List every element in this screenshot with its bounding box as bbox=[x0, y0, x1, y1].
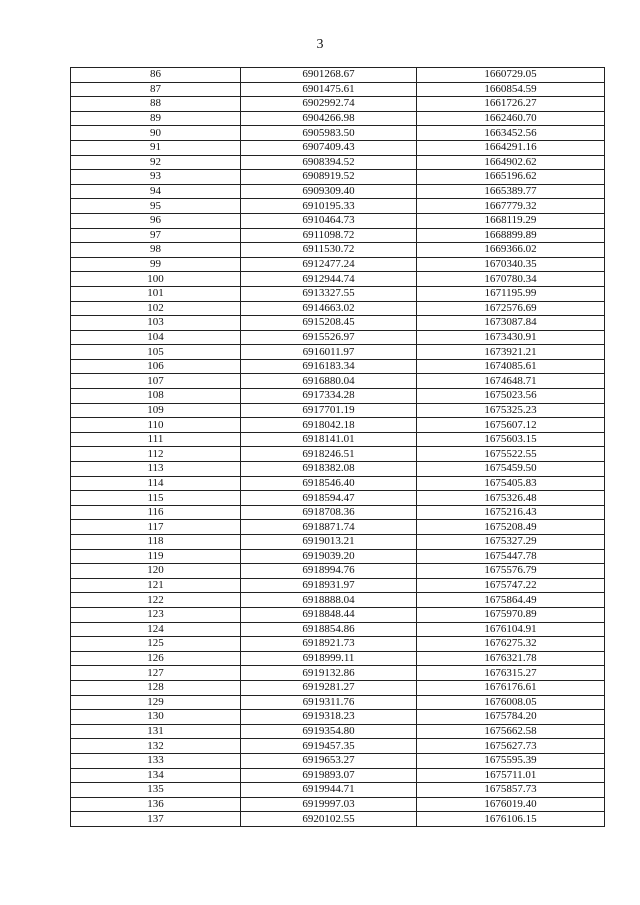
y-coordinate-cell: 1675405.83 bbox=[417, 476, 605, 491]
point-number-cell: 97 bbox=[71, 228, 241, 243]
y-coordinate-cell: 1670340.35 bbox=[417, 257, 605, 272]
y-coordinate-cell: 1668119.29 bbox=[417, 213, 605, 228]
x-coordinate-cell: 6918888.04 bbox=[241, 593, 417, 608]
x-coordinate-cell: 6910464.73 bbox=[241, 213, 417, 228]
table-row bbox=[71, 695, 605, 710]
point-number-cell: 123 bbox=[71, 607, 241, 622]
y-coordinate-cell: 1672576.69 bbox=[417, 301, 605, 316]
x-coordinate-cell: 6917334.28 bbox=[241, 389, 417, 404]
table-row bbox=[71, 199, 605, 214]
point-number-cell: 125 bbox=[71, 637, 241, 652]
y-coordinate-cell: 1674085.61 bbox=[417, 359, 605, 374]
point-number-cell: 136 bbox=[71, 797, 241, 812]
y-coordinate-cell: 1675576.79 bbox=[417, 564, 605, 579]
point-number-cell: 129 bbox=[71, 695, 241, 710]
y-coordinate-cell: 1676008.05 bbox=[417, 695, 605, 710]
y-coordinate-cell: 1675216.43 bbox=[417, 505, 605, 520]
x-coordinate-cell: 6918594.47 bbox=[241, 491, 417, 506]
table-row bbox=[71, 97, 605, 112]
x-coordinate-cell: 6918931.97 bbox=[241, 578, 417, 593]
y-coordinate-cell: 1675662.58 bbox=[417, 724, 605, 739]
table-row bbox=[71, 286, 605, 301]
point-number-cell: 126 bbox=[71, 651, 241, 666]
point-number-cell: 91 bbox=[71, 140, 241, 155]
table-row bbox=[71, 155, 605, 170]
x-coordinate-cell: 6919281.27 bbox=[241, 680, 417, 695]
table-row bbox=[71, 184, 605, 199]
table-row bbox=[71, 520, 605, 535]
y-coordinate-cell: 1675327.29 bbox=[417, 535, 605, 550]
x-coordinate-cell: 6919354.80 bbox=[241, 724, 417, 739]
y-coordinate-cell: 1665196.62 bbox=[417, 170, 605, 185]
y-coordinate-cell: 1670780.34 bbox=[417, 272, 605, 287]
x-coordinate-cell: 6918848.44 bbox=[241, 607, 417, 622]
table-row bbox=[71, 389, 605, 404]
point-number-cell: 121 bbox=[71, 578, 241, 593]
y-coordinate-cell: 1675784.20 bbox=[417, 710, 605, 725]
table-row bbox=[71, 564, 605, 579]
y-coordinate-cell: 1675595.39 bbox=[417, 753, 605, 768]
x-coordinate-cell: 6918921.73 bbox=[241, 637, 417, 652]
y-coordinate-cell: 1676104.91 bbox=[417, 622, 605, 637]
table-row bbox=[71, 111, 605, 126]
y-coordinate-cell: 1676321.78 bbox=[417, 651, 605, 666]
point-number-cell: 115 bbox=[71, 491, 241, 506]
point-number-cell: 106 bbox=[71, 359, 241, 374]
y-coordinate-cell: 1676315.27 bbox=[417, 666, 605, 681]
table-row bbox=[71, 257, 605, 272]
table-row bbox=[71, 359, 605, 374]
x-coordinate-cell: 6910195.33 bbox=[241, 199, 417, 214]
point-number-cell: 135 bbox=[71, 783, 241, 798]
x-coordinate-cell: 6911098.72 bbox=[241, 228, 417, 243]
point-number-cell: 101 bbox=[71, 286, 241, 301]
y-coordinate-cell: 1664291.16 bbox=[417, 140, 605, 155]
point-number-cell: 119 bbox=[71, 549, 241, 564]
x-coordinate-cell: 6918708.36 bbox=[241, 505, 417, 520]
point-number-cell: 99 bbox=[71, 257, 241, 272]
x-coordinate-cell: 6918246.51 bbox=[241, 447, 417, 462]
y-coordinate-cell: 1675325.23 bbox=[417, 403, 605, 418]
x-coordinate-cell: 6919013.21 bbox=[241, 535, 417, 550]
x-coordinate-cell: 6919893.07 bbox=[241, 768, 417, 783]
y-coordinate-cell: 1660729.05 bbox=[417, 68, 605, 83]
x-coordinate-cell: 6912944.74 bbox=[241, 272, 417, 287]
point-number-cell: 86 bbox=[71, 68, 241, 83]
table-row bbox=[71, 812, 605, 827]
y-coordinate-cell: 1673087.84 bbox=[417, 316, 605, 331]
point-number-cell: 100 bbox=[71, 272, 241, 287]
y-coordinate-cell: 1675603.15 bbox=[417, 432, 605, 447]
x-coordinate-cell: 6915208.45 bbox=[241, 316, 417, 331]
x-coordinate-cell: 6919457.35 bbox=[241, 739, 417, 754]
table-row bbox=[71, 301, 605, 316]
x-coordinate-cell: 6918546.40 bbox=[241, 476, 417, 491]
y-coordinate-cell: 1664902.62 bbox=[417, 155, 605, 170]
y-coordinate-cell: 1661726.27 bbox=[417, 97, 605, 112]
point-number-cell: 95 bbox=[71, 199, 241, 214]
point-number-cell: 127 bbox=[71, 666, 241, 681]
x-coordinate-cell: 6919997.03 bbox=[241, 797, 417, 812]
table-row bbox=[71, 243, 605, 258]
table-row bbox=[71, 126, 605, 141]
x-coordinate-cell: 6908919.52 bbox=[241, 170, 417, 185]
x-coordinate-cell: 6908394.52 bbox=[241, 155, 417, 170]
x-coordinate-cell: 6919311.76 bbox=[241, 695, 417, 710]
y-coordinate-cell: 1665389.77 bbox=[417, 184, 605, 199]
point-number-cell: 133 bbox=[71, 753, 241, 768]
y-coordinate-cell: 1675747.22 bbox=[417, 578, 605, 593]
x-coordinate-cell: 6913327.55 bbox=[241, 286, 417, 301]
table-row bbox=[71, 666, 605, 681]
x-coordinate-cell: 6914663.02 bbox=[241, 301, 417, 316]
point-number-cell: 102 bbox=[71, 301, 241, 316]
x-coordinate-cell: 6918871.74 bbox=[241, 520, 417, 535]
point-number-cell: 105 bbox=[71, 345, 241, 360]
x-coordinate-cell: 6912477.24 bbox=[241, 257, 417, 272]
point-number-cell: 122 bbox=[71, 593, 241, 608]
table-row bbox=[71, 213, 605, 228]
x-coordinate-cell: 6920102.55 bbox=[241, 812, 417, 827]
table-row bbox=[71, 228, 605, 243]
table-row bbox=[71, 418, 605, 433]
x-coordinate-cell: 6916011.97 bbox=[241, 345, 417, 360]
point-number-cell: 93 bbox=[71, 170, 241, 185]
point-number-cell: 120 bbox=[71, 564, 241, 579]
y-coordinate-cell: 1671195.99 bbox=[417, 286, 605, 301]
table-row bbox=[71, 432, 605, 447]
point-number-cell: 124 bbox=[71, 622, 241, 637]
point-number-cell: 107 bbox=[71, 374, 241, 389]
table-row bbox=[71, 739, 605, 754]
x-coordinate-cell: 6901268.67 bbox=[241, 68, 417, 83]
table-row bbox=[71, 651, 605, 666]
point-number-cell: 114 bbox=[71, 476, 241, 491]
y-coordinate-cell: 1676019.40 bbox=[417, 797, 605, 812]
x-coordinate-cell: 6919039.20 bbox=[241, 549, 417, 564]
y-coordinate-cell: 1676106.15 bbox=[417, 812, 605, 827]
x-coordinate-cell: 6909309.40 bbox=[241, 184, 417, 199]
x-coordinate-cell: 6907409.43 bbox=[241, 140, 417, 155]
x-coordinate-cell: 6911530.72 bbox=[241, 243, 417, 258]
table-row bbox=[71, 783, 605, 798]
y-coordinate-cell: 1660854.59 bbox=[417, 82, 605, 97]
point-number-cell: 88 bbox=[71, 97, 241, 112]
page-number: 3 bbox=[316, 37, 324, 52]
point-number-cell: 98 bbox=[71, 243, 241, 258]
x-coordinate-cell: 6917701.19 bbox=[241, 403, 417, 418]
table-row bbox=[71, 68, 605, 83]
point-number-cell: 92 bbox=[71, 155, 241, 170]
x-coordinate-cell: 6918994.76 bbox=[241, 564, 417, 579]
x-coordinate-cell: 6918042.18 bbox=[241, 418, 417, 433]
point-number-cell: 131 bbox=[71, 724, 241, 739]
y-coordinate-cell: 1675711.01 bbox=[417, 768, 605, 783]
table-row bbox=[71, 637, 605, 652]
x-coordinate-cell: 6916183.34 bbox=[241, 359, 417, 374]
y-coordinate-cell: 1676176.61 bbox=[417, 680, 605, 695]
point-number-cell: 134 bbox=[71, 768, 241, 783]
y-coordinate-cell: 1662460.70 bbox=[417, 111, 605, 126]
y-coordinate-cell: 1673921.21 bbox=[417, 345, 605, 360]
point-number-cell: 130 bbox=[71, 710, 241, 725]
x-coordinate-cell: 6919132.86 bbox=[241, 666, 417, 681]
y-coordinate-cell: 1675522.55 bbox=[417, 447, 605, 462]
point-number-cell: 94 bbox=[71, 184, 241, 199]
y-coordinate-cell: 1663452.56 bbox=[417, 126, 605, 141]
point-number-cell: 137 bbox=[71, 812, 241, 827]
table-row bbox=[71, 403, 605, 418]
coordinates-table-body bbox=[71, 68, 605, 827]
point-number-cell: 108 bbox=[71, 389, 241, 404]
point-number-cell: 96 bbox=[71, 213, 241, 228]
point-number-cell: 116 bbox=[71, 505, 241, 520]
point-number-cell: 90 bbox=[71, 126, 241, 141]
table-row bbox=[71, 330, 605, 345]
y-coordinate-cell: 1675326.48 bbox=[417, 491, 605, 506]
y-coordinate-cell: 1675023.56 bbox=[417, 389, 605, 404]
point-number-cell: 118 bbox=[71, 535, 241, 550]
table-row bbox=[71, 462, 605, 477]
table-row bbox=[71, 170, 605, 185]
x-coordinate-cell: 6918999.11 bbox=[241, 651, 417, 666]
y-coordinate-cell: 1675447.78 bbox=[417, 549, 605, 564]
table-row bbox=[71, 505, 605, 520]
table-row bbox=[71, 316, 605, 331]
table-row bbox=[71, 578, 605, 593]
table-row bbox=[71, 272, 605, 287]
table-row bbox=[71, 622, 605, 637]
point-number-cell: 117 bbox=[71, 520, 241, 535]
table-row bbox=[71, 345, 605, 360]
table-row bbox=[71, 768, 605, 783]
point-number-cell: 128 bbox=[71, 680, 241, 695]
x-coordinate-cell: 6916880.04 bbox=[241, 374, 417, 389]
x-coordinate-cell: 6919318.23 bbox=[241, 710, 417, 725]
table-row bbox=[71, 680, 605, 695]
point-number-cell: 89 bbox=[71, 111, 241, 126]
table-row bbox=[71, 447, 605, 462]
y-coordinate-cell: 1675459.50 bbox=[417, 462, 605, 477]
point-number-cell: 111 bbox=[71, 432, 241, 447]
table-row bbox=[71, 535, 605, 550]
table-row bbox=[71, 476, 605, 491]
x-coordinate-cell: 6918382.08 bbox=[241, 462, 417, 477]
table-row bbox=[71, 82, 605, 97]
x-coordinate-cell: 6904266.98 bbox=[241, 111, 417, 126]
point-number-cell: 109 bbox=[71, 403, 241, 418]
y-coordinate-cell: 1676275.32 bbox=[417, 637, 605, 652]
table-row bbox=[71, 140, 605, 155]
table-row bbox=[71, 491, 605, 506]
y-coordinate-cell: 1675864.49 bbox=[417, 593, 605, 608]
y-coordinate-cell: 1675607.12 bbox=[417, 418, 605, 433]
x-coordinate-cell: 6919653.27 bbox=[241, 753, 417, 768]
x-coordinate-cell: 6918141.01 bbox=[241, 432, 417, 447]
y-coordinate-cell: 1675208.49 bbox=[417, 520, 605, 535]
x-coordinate-cell: 6919944.71 bbox=[241, 783, 417, 798]
table-row bbox=[71, 797, 605, 812]
point-number-cell: 113 bbox=[71, 462, 241, 477]
point-number-cell: 112 bbox=[71, 447, 241, 462]
point-number-cell: 103 bbox=[71, 316, 241, 331]
y-coordinate-cell: 1675970.89 bbox=[417, 607, 605, 622]
table-row bbox=[71, 607, 605, 622]
x-coordinate-cell: 6901475.61 bbox=[241, 82, 417, 97]
y-coordinate-cell: 1675857.73 bbox=[417, 783, 605, 798]
table-row bbox=[71, 593, 605, 608]
y-coordinate-cell: 1669366.02 bbox=[417, 243, 605, 258]
y-coordinate-cell: 1668899.89 bbox=[417, 228, 605, 243]
table-row bbox=[71, 724, 605, 739]
coordinates-table bbox=[70, 67, 605, 827]
point-number-cell: 87 bbox=[71, 82, 241, 97]
table-row bbox=[71, 549, 605, 564]
x-coordinate-cell: 6918854.86 bbox=[241, 622, 417, 637]
table-row bbox=[71, 374, 605, 389]
table-row bbox=[71, 710, 605, 725]
y-coordinate-cell: 1674648.71 bbox=[417, 374, 605, 389]
point-number-cell: 104 bbox=[71, 330, 241, 345]
y-coordinate-cell: 1673430.91 bbox=[417, 330, 605, 345]
point-number-cell: 110 bbox=[71, 418, 241, 433]
y-coordinate-cell: 1675627.73 bbox=[417, 739, 605, 754]
x-coordinate-cell: 6915526.97 bbox=[241, 330, 417, 345]
y-coordinate-cell: 1667779.32 bbox=[417, 199, 605, 214]
x-coordinate-cell: 6902992.74 bbox=[241, 97, 417, 112]
table-row bbox=[71, 753, 605, 768]
x-coordinate-cell: 6905983.50 bbox=[241, 126, 417, 141]
point-number-cell: 132 bbox=[71, 739, 241, 754]
